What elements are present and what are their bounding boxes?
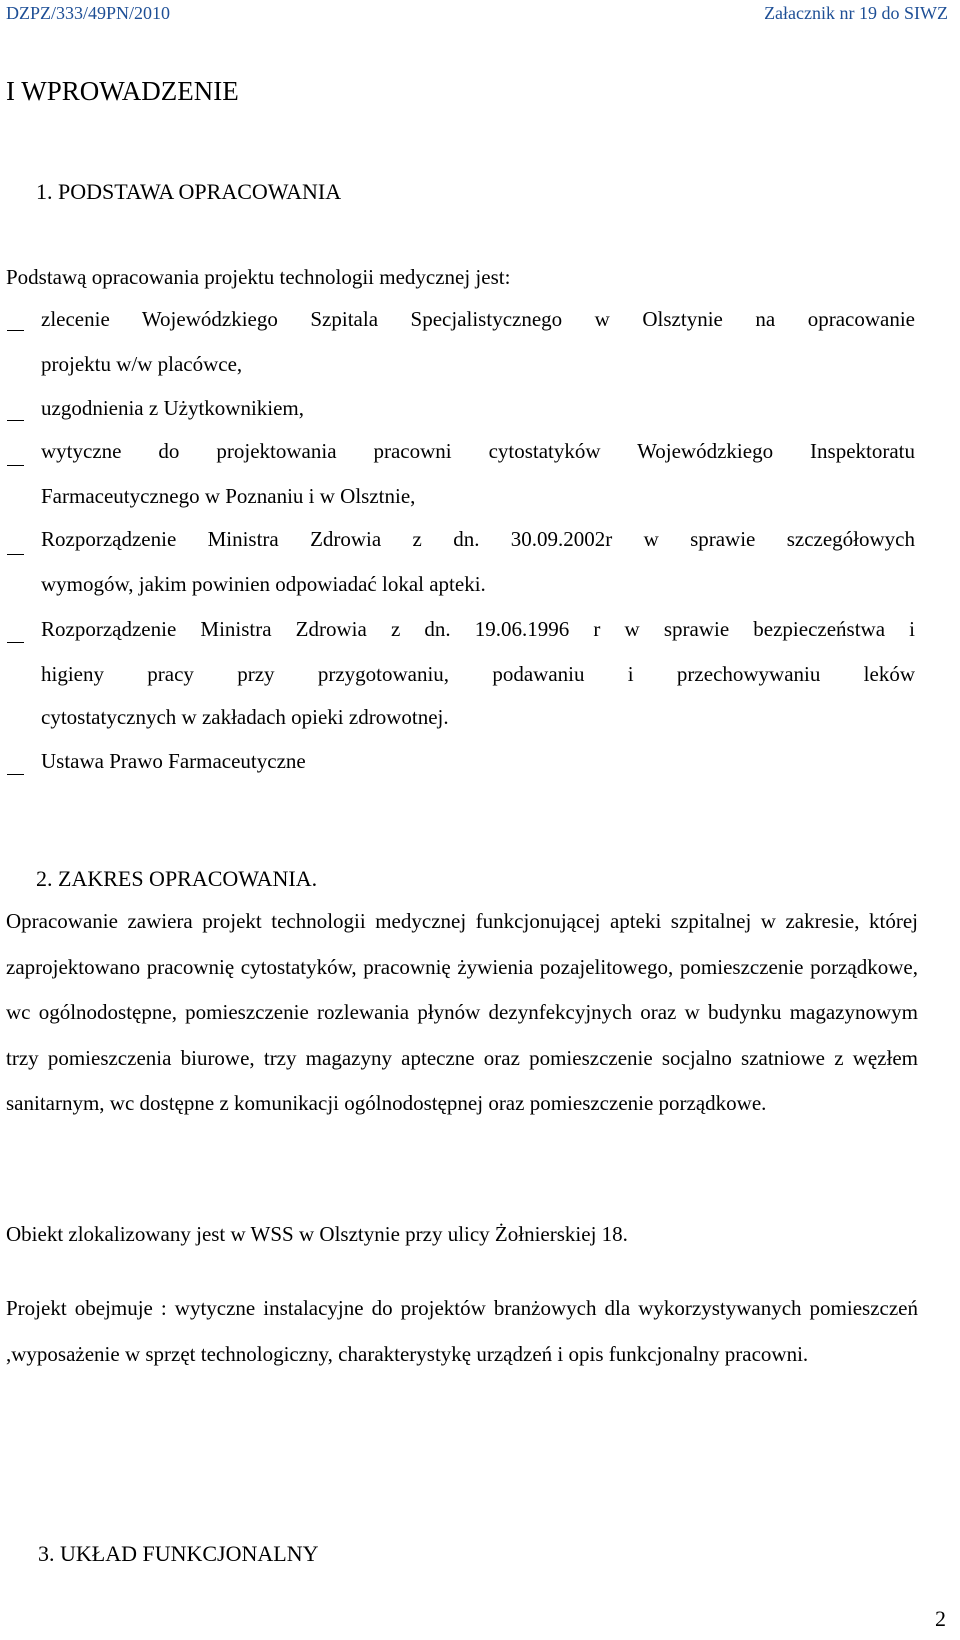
list-item-line: Rozporządzenie Ministra Zdrowia z dn. 19.06.1996 r w sprawie bezpieczeństwa i <box>41 617 915 641</box>
section-2-heading: 2. ZAKRES OPRACOWANIA. <box>36 866 318 891</box>
list-item-line: Ustawa Prawo Farmaceutyczne <box>41 749 306 773</box>
dash-bullet-icon <box>7 420 24 421</box>
section-1-intro: Podstawą opracowania projektu technologii medycznej jest: <box>6 265 511 289</box>
main-title: I WPROWADZENIE <box>6 76 239 106</box>
page-number: 2 <box>935 1606 946 1631</box>
dash-bullet-icon <box>7 554 24 555</box>
list-item-line: uzgodnienia z Użytkownikiem, <box>41 396 305 420</box>
header-document-id: DZPZ/333/49PN/2010 <box>6 3 171 23</box>
section-2-paragraph-scope: Opracowanie zawiera projekt technologii medycznej funkcjonującej apteki szpitalnej w zakresie, której zaprojektowano pracownię cytostatyków, pracownię żywienia pozajelitowego, pomieszczenie porządkowe, wc ogólnodostępne, pomieszczenie rozlewania płynów dezynfekcyjnych oraz w budynku magazynowym trzy pomieszczenia biurowe, trzy magazyny apteczne oraz pomieszczenie socjalno szatniowe z węzłem sanitarnym, wc dostępne z komunikacji ogólnodostępnej oraz pomieszczenie porządkowe. <box>6 909 918 1115</box>
dash-bullet-icon <box>7 774 24 775</box>
section-2-paragraph-project-contents: Projekt obejmuje : wytyczne instalacyjne do projektów branżowych dla wykorzystywanych pomieszczeń ,wyposażenie w sprzęt technologiczny, charakterystykę urządzeń i opis funkcjonalny pracowni. <box>6 1296 918 1366</box>
list-item-line: higieny pracy przy przygotowaniu, podawaniu i przechowywaniu leków <box>41 662 915 686</box>
list-item-line: Farmaceutycznego w Poznaniu i w Olsztnie, <box>41 484 416 508</box>
list-item-line: wytyczne do projektowania pracowni cytostatyków Wojewódzkiego Inspektoratu <box>41 439 915 463</box>
dash-bullet-icon <box>7 642 24 643</box>
list-item-line: zlecenie Wojewódzkiego Szpitala Specjalistycznego w Olsztynie na opracowanie <box>41 307 915 331</box>
dash-bullet-icon <box>7 465 24 466</box>
section-2-paragraph-location: Obiekt zlokalizowany jest w WSS w Olsztynie przy ulicy Żołnierskiej 18. <box>6 1222 628 1246</box>
list-item-line: Rozporządzenie Ministra Zdrowia z dn. 30.09.2002r w sprawie szczegółowych <box>41 527 915 551</box>
header-attachment-label: Załacznik nr 19 do SIWZ <box>764 3 948 23</box>
list-item-line: cytostatycznych w zakładach opieki zdrowotnej. <box>41 705 449 729</box>
section-3-heading: 3. UKŁAD FUNKCJONALNY <box>38 1541 319 1566</box>
list-item-line: projektu w/w placówce, <box>41 352 243 376</box>
dash-bullet-icon <box>7 330 24 331</box>
list-item-line: wymogów, jakim powinien odpowiadać lokal apteki. <box>41 572 486 596</box>
section-1-heading: 1. PODSTAWA OPRACOWANIA <box>36 179 342 204</box>
